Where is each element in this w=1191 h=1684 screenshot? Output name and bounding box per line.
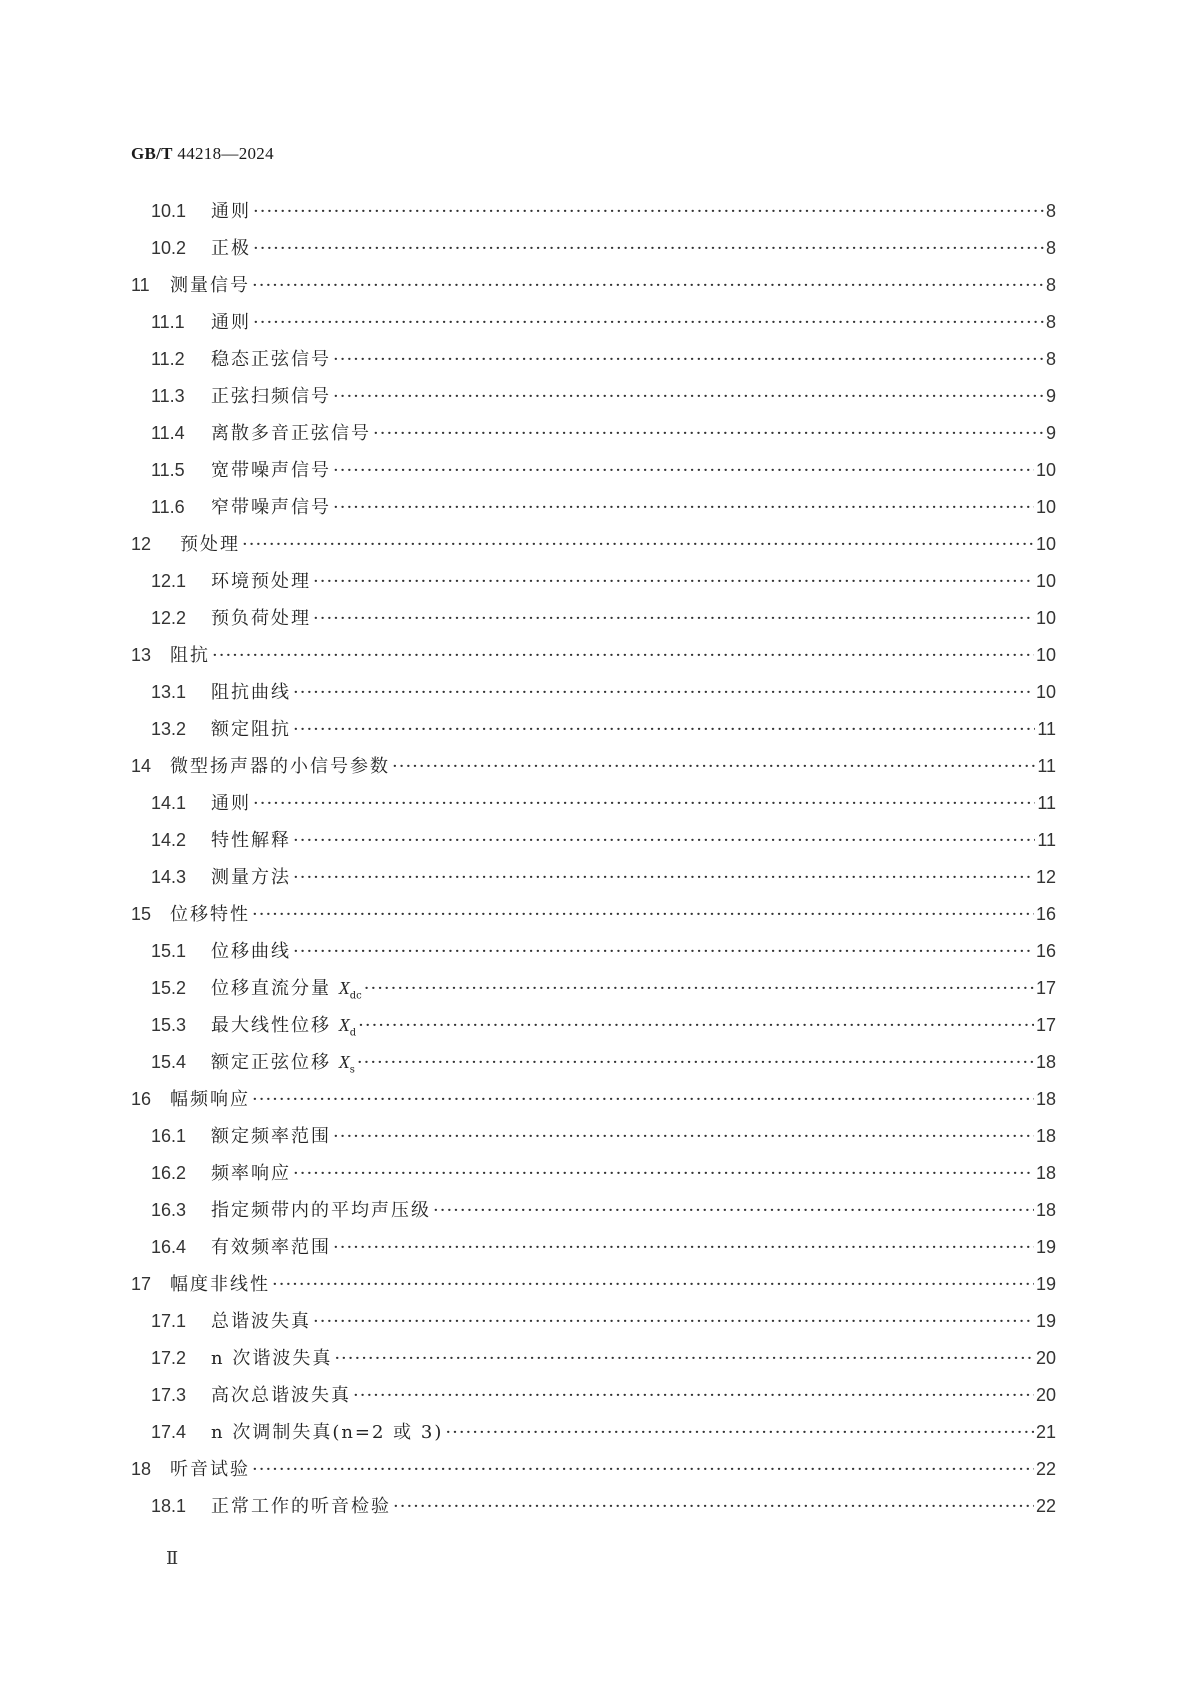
toc-leader-dots	[252, 1451, 1034, 1488]
toc-leader-dots	[393, 1488, 1034, 1525]
toc-entry-page: 21	[1035, 1422, 1056, 1442]
toc-entry-page: 18	[1035, 1200, 1056, 1220]
toc-entry	[131, 1229, 1056, 1266]
toc-entry	[131, 785, 1056, 822]
toc-entry	[131, 1044, 1056, 1081]
toc-entry-title-text: 最大线性位移	[211, 1015, 339, 1036]
toc-entry-number: 14	[131, 756, 152, 776]
toc-entry	[131, 1303, 1056, 1340]
toc-entry-number: 14.3	[151, 867, 187, 887]
toc-entry-number: 11	[131, 275, 150, 295]
toc-entry	[131, 970, 1056, 1007]
toc-entry-title: 通则	[211, 793, 251, 814]
toc-entry-title: 额定阻抗	[211, 719, 291, 740]
toc-entry-title: n 次谐波失真	[211, 1348, 333, 1369]
toc-entry-title: 预处理	[180, 534, 240, 555]
symbol-subscript: dc	[349, 990, 362, 1002]
toc-entry-title: 总谐波失真	[211, 1311, 311, 1332]
symbol-subscript: d	[349, 1027, 357, 1039]
toc-entry-number: 12.1	[151, 571, 187, 591]
toc-entry-number: 13	[131, 645, 152, 665]
toc-leader-dots	[334, 1340, 1034, 1377]
toc-entry-number: 10.2	[151, 238, 187, 258]
toc-entry	[131, 1266, 1056, 1303]
toc-entry	[131, 304, 1056, 341]
toc-entry	[131, 526, 1056, 563]
toc-entry-page: 19	[1035, 1237, 1056, 1257]
toc-leader-dots	[242, 526, 1034, 563]
toc-leader-dots	[364, 970, 1034, 1007]
toc-entry	[131, 711, 1056, 748]
toc-leader-dots	[293, 822, 1035, 859]
toc-entry-page: 11	[1037, 793, 1056, 813]
toc-entry-number: 15.2	[151, 978, 187, 998]
toc-entry-number: 16.2	[151, 1163, 187, 1183]
toc-entry-number: 14.2	[151, 830, 187, 850]
toc-leader-dots	[313, 563, 1034, 600]
toc-entry	[131, 859, 1056, 896]
toc-entry-title: 幅度非线性	[170, 1274, 270, 1295]
toc-entry-title: 位移曲线	[211, 941, 291, 962]
toc-entry-number: 11.3	[151, 386, 185, 406]
toc-entry-page: 10	[1035, 645, 1056, 665]
toc-entry-number: 11.6	[151, 497, 185, 517]
toc-entry	[131, 1451, 1056, 1488]
toc-entry-page: 8	[1045, 349, 1056, 369]
toc-leader-dots	[333, 341, 1044, 378]
toc-entry-page: 19	[1035, 1274, 1056, 1294]
toc-leader-dots	[313, 600, 1034, 637]
toc-leader-dots	[333, 1118, 1034, 1155]
toc-entry-title: 阻抗曲线	[211, 682, 291, 703]
toc-leader-dots	[253, 304, 1044, 341]
toc-entry-title: 特性解释	[211, 830, 291, 851]
toc-entry	[131, 1414, 1056, 1451]
toc-entry-number: 12.2	[151, 608, 187, 628]
toc-leader-dots	[333, 1229, 1034, 1266]
toc-leader-dots	[293, 711, 1035, 748]
toc-entry-number: 16	[131, 1089, 152, 1109]
toc-leader-dots	[373, 415, 1044, 452]
toc-entry-page: 16	[1035, 904, 1056, 924]
toc-entry-title: 通则	[211, 201, 251, 222]
toc-entry	[131, 822, 1056, 859]
toc-entry-number: 15.3	[151, 1015, 187, 1035]
toc-entry-page: 17	[1035, 978, 1056, 998]
toc-entry	[131, 1155, 1056, 1192]
toc-entry-number: 13.2	[151, 719, 187, 739]
toc-entry-number: 18	[131, 1459, 152, 1479]
toc-entry	[131, 452, 1056, 489]
toc-entry-title: 测量信号	[170, 275, 250, 296]
toc-entry-number: 17.2	[151, 1348, 187, 1368]
toc-leader-dots	[293, 859, 1034, 896]
toc-entry-title: 幅频响应	[170, 1089, 250, 1110]
toc-leader-dots	[357, 1044, 1034, 1081]
toc-leader-dots	[212, 637, 1034, 674]
toc-leader-dots	[253, 785, 1035, 822]
toc-entry	[131, 748, 1056, 785]
toc-entry	[131, 563, 1056, 600]
toc-entry	[131, 267, 1056, 304]
toc-entry-number: 16.3	[151, 1200, 187, 1220]
toc-entry	[131, 1118, 1056, 1155]
toc-leader-dots	[272, 1266, 1034, 1303]
toc-entry-page: 17	[1035, 1015, 1056, 1035]
toc-entry-page: 11	[1037, 830, 1056, 850]
toc-entry	[131, 600, 1056, 637]
toc-entry-title: n 次调制失真(n=2 或 3)	[211, 1422, 444, 1443]
toc-leader-dots	[313, 1303, 1034, 1340]
toc-entry	[131, 341, 1056, 378]
toc-entry	[131, 230, 1056, 267]
toc-entry-number: 11.5	[151, 460, 185, 480]
toc-entry-title: 测量方法	[211, 867, 291, 888]
toc-entry-page: 22	[1035, 1496, 1056, 1516]
toc-entry-number: 11.4	[151, 423, 185, 443]
toc-entry-page: 8	[1045, 201, 1056, 221]
toc-leader-dots	[333, 489, 1034, 526]
toc-entry-title: 频率响应	[211, 1163, 291, 1184]
toc-entry-page: 18	[1035, 1089, 1056, 1109]
toc-entry-title: 预负荷处理	[211, 608, 311, 629]
toc-entry-title: 指定频带内的平均声压级	[211, 1200, 431, 1221]
toc-entry	[131, 637, 1056, 674]
toc-entry-page: 10	[1035, 571, 1056, 591]
toc-entry-page: 11	[1037, 719, 1056, 739]
toc-leader-dots	[293, 674, 1034, 711]
toc-entry-title: 正弦扫频信号	[211, 386, 331, 407]
toc-entry-number: 15.4	[151, 1052, 187, 1072]
toc-entry	[131, 896, 1056, 933]
toc-entry-title: 稳态正弦信号	[211, 349, 331, 370]
standard-number: 44218—2024	[177, 144, 274, 163]
toc-entry-title: 正极	[211, 238, 251, 259]
toc-entry	[131, 1007, 1056, 1044]
toc-entry-page: 10	[1035, 608, 1056, 628]
symbol-variable: X	[338, 1052, 350, 1072]
toc-leader-dots	[445, 1414, 1034, 1451]
toc-entry-title: 听音试验	[170, 1459, 250, 1480]
toc-entry-page: 18	[1035, 1163, 1056, 1183]
toc-entry	[131, 933, 1056, 970]
toc-entry	[131, 415, 1056, 452]
toc-entry-title: 离散多音正弦信号	[211, 423, 371, 444]
toc-entry-page: 19	[1035, 1311, 1056, 1331]
toc-entry-title: 微型扬声器的小信号参数	[170, 756, 390, 777]
standard-code: GB/T	[131, 144, 173, 163]
toc-entry	[131, 1488, 1056, 1525]
toc-entry-number: 11.1	[151, 312, 185, 332]
toc-entry-page: 10	[1035, 497, 1056, 517]
standard-header	[131, 144, 274, 164]
toc-leader-dots	[433, 1192, 1034, 1229]
toc-entry-number: 17	[131, 1274, 152, 1294]
toc-entry-title-text: 位移直流分量	[211, 978, 339, 999]
toc-leader-dots	[333, 452, 1034, 489]
toc-leader-dots	[252, 1081, 1034, 1118]
toc-entry-title: 额定频率范围	[211, 1126, 331, 1147]
toc-leader-dots	[358, 1007, 1034, 1044]
toc-entry-number: 16.1	[151, 1126, 187, 1146]
toc-entry-title: 阻抗	[170, 645, 210, 666]
toc-entry-page: 8	[1045, 275, 1056, 295]
toc-entry-title: 窄带噪声信号	[211, 497, 331, 518]
toc-entry-page: 10	[1035, 682, 1056, 702]
toc-entry	[131, 1340, 1056, 1377]
toc-leader-dots	[392, 748, 1035, 785]
toc-leader-dots	[253, 230, 1044, 267]
toc-entry-title: 正常工作的听音检验	[211, 1496, 391, 1517]
toc-entry-page: 9	[1045, 386, 1056, 406]
toc-entry-title: 宽带噪声信号	[211, 460, 331, 481]
toc-leader-dots	[252, 896, 1034, 933]
toc-leader-dots	[333, 378, 1044, 415]
toc-entry	[131, 1192, 1056, 1229]
toc-entry-number: 11.2	[151, 349, 185, 369]
toc-entry-number: 16.4	[151, 1237, 187, 1257]
toc-entry-page: 8	[1045, 238, 1056, 258]
toc-entry-page: 18	[1035, 1052, 1056, 1072]
toc-entry-page: 20	[1035, 1348, 1056, 1368]
page-number: Ⅱ	[166, 1548, 179, 1568]
toc-entry-page: 20	[1035, 1385, 1056, 1405]
toc-entry-page: 18	[1035, 1126, 1056, 1146]
toc-entry-number: 17.3	[151, 1385, 187, 1405]
toc-entry-number: 17.4	[151, 1422, 187, 1442]
toc-entry-page: 11	[1037, 756, 1056, 776]
toc-entry	[131, 1377, 1056, 1414]
toc-entry	[131, 1081, 1056, 1118]
symbol-variable: X	[338, 1015, 350, 1035]
table-of-contents	[131, 193, 1056, 1525]
toc-entry	[131, 674, 1056, 711]
toc-entry-page: 12	[1035, 867, 1056, 887]
toc-entry-page: 10	[1035, 534, 1056, 554]
toc-entry-number: 18.1	[151, 1496, 187, 1516]
toc-entry-page: 10	[1035, 460, 1056, 480]
toc-entry-number: 15	[131, 904, 152, 924]
toc-entry-title: 位移特性	[170, 904, 250, 925]
toc-entry-title: 环境预处理	[211, 571, 311, 592]
toc-leader-dots	[252, 267, 1044, 304]
toc-entry-title: 通则	[211, 312, 251, 333]
symbol-variable: X	[338, 978, 350, 998]
toc-entry-number: 10.1	[151, 201, 187, 221]
toc-entry-number: 13.1	[151, 682, 187, 702]
toc-entry-number: 12	[131, 534, 152, 554]
toc-entry-title: 高次总谐波失真	[211, 1385, 351, 1406]
toc-entry-page: 16	[1035, 941, 1056, 961]
toc-entry-page: 8	[1045, 312, 1056, 332]
toc-leader-dots	[253, 193, 1044, 230]
toc-entry	[131, 193, 1056, 230]
toc-leader-dots	[353, 1377, 1034, 1414]
toc-entry-number: 17.1	[151, 1311, 187, 1331]
toc-entry	[131, 489, 1056, 526]
toc-entry-title: 有效频率范围	[211, 1237, 331, 1258]
toc-entry-title-text: 额定正弦位移	[211, 1052, 339, 1073]
toc-entry-page: 22	[1035, 1459, 1056, 1479]
toc-entry-page: 9	[1045, 423, 1056, 443]
toc-entry-number: 14.1	[151, 793, 187, 813]
toc-leader-dots	[293, 933, 1034, 970]
toc-entry-number: 15.1	[151, 941, 187, 961]
symbol-subscript: s	[349, 1064, 355, 1076]
toc-leader-dots	[293, 1155, 1034, 1192]
toc-entry	[131, 378, 1056, 415]
